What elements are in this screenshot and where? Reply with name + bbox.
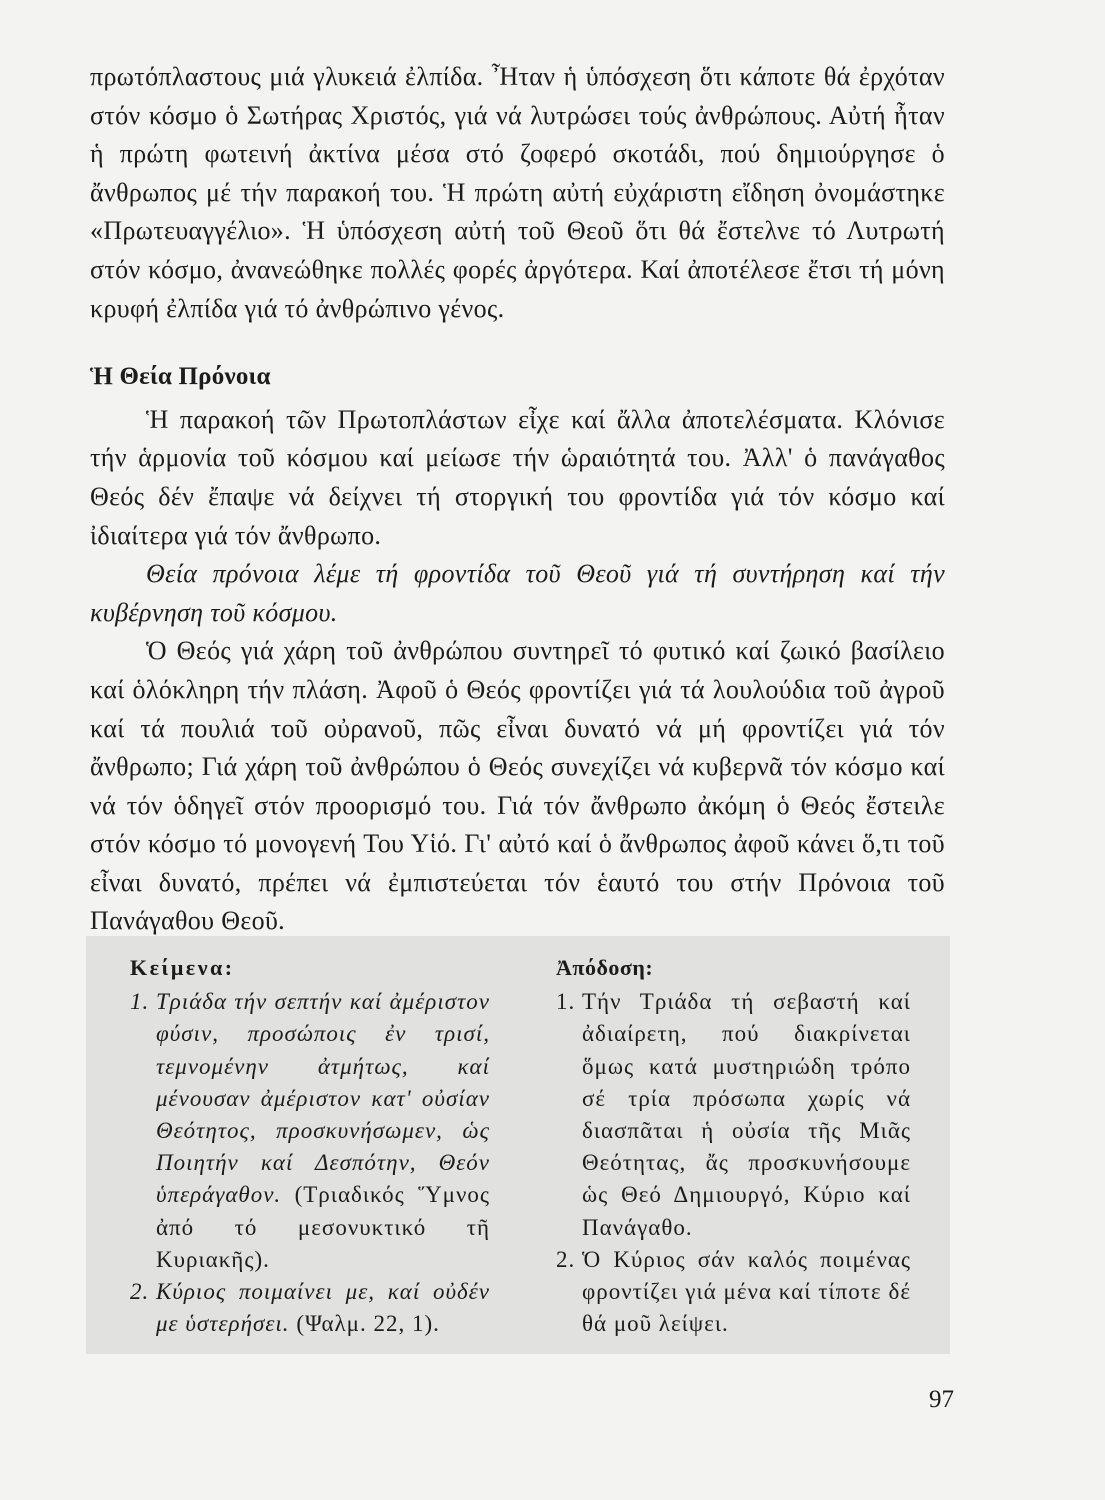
- page-number: 97: [929, 1386, 954, 1413]
- item-source: (Ψαλμ. 22, 1).: [289, 1311, 440, 1337]
- translation-title: Ἀπόδοση:: [556, 955, 654, 980]
- texts-box: [86, 936, 950, 1354]
- paragraph-1: πρωτόπλαστους μιά γλυκειά ἐλπίδα. Ἦταν ἡ ὑπόσχεση ὅτι κάποτε θά ἐρχόταν στόν κόσμο ὁ Σωτήρας Χριστός, γιά νά λυτρώσει τούς ἀνθρώπους. Αὐτή ἦταν ἡ πρώτη φωτεινή ἀκτίνα μέσα στό ζοφερό σκοτάδι, πού δημιούργησε ὁ ἄνθρωπος μέ τήν παρακοή του. Ἡ πρώτη αὐτή εὐχάριστη εἴδηση ὀνομάστηκε «Πρωτευαγγέλιο». Ἡ ὑπόσχεση αὐτή τοῦ Θεοῦ ὅτι θά ἔστελνε τό Λυτρωτή στόν κόσμο, ἀνανεώθηκε πολλές φορές ἀργότερα. Καί ἀποτέλεσε ἔτσι τή μόνη κρυφή ἐλπίδα γιά τό ἀνθρώπινο γένος.: [90, 62, 945, 323]
- definition-paragraph: Θεία πρόνοια λέμε τή φροντίδα τοῦ Θεοῦ γιά τή συντήρηση καί τήν κυβέρνηση τοῦ κόσμου.: [90, 559, 945, 627]
- item-number: 1.: [556, 989, 576, 1015]
- texts-column: [130, 952, 490, 1340]
- item-text: Τήν Τριάδα τή σεβαστή καί ἀδιαίρετη, πού διακρίνεται ὅμως κατά μυστηριώδη τρόπο σέ τρία πρόσωπα χωρίς νά διασπᾶται ἡ οὐσία τῆς Μιᾶς Θεότητας, ἄς προσκυνήσουμε ὡς Θεό Δημιουργό, Κύριο καί Πανάγαθο.: [582, 989, 911, 1240]
- translation-column: [556, 952, 911, 1340]
- item-quote: Τριάδα τήν σεπτήν καί ἀμέριστον φύσιν, προσώποις ἐν τρισί, τεμνομένην ἀτμήτως, καί μένουσαν ἀμέριστον κατ' οὐσίαν Θεότητος, προσκυνήσωμεν, ὡς Ποιητήν καί Δεσπότην, Θεόν ὑπεράγαθον.: [156, 989, 490, 1208]
- item-quote: Κύριος ποιμαίνει με, καί οὐδέν με ὑστερήσει.: [156, 1279, 490, 1337]
- translation-item: [556, 1244, 911, 1341]
- translation-item: [556, 986, 911, 1244]
- item-source: (Τριαδικός Ὕμνος ἀπό τό μεσονυκτικό τῆ Κυριακῆς).: [156, 1182, 490, 1272]
- item-text: [156, 986, 490, 1276]
- item-number: 2.: [556, 1246, 576, 1272]
- item-number: 2.: [130, 1279, 150, 1305]
- main-text: [90, 58, 945, 941]
- texts-title: Κείμενα:: [130, 955, 235, 980]
- item-number: 1.: [130, 989, 150, 1015]
- paragraph-3: Ὁ Θεός γιά χάρη τοῦ ἀνθρώπου συντηρεῖ τό φυτικό καί ζωικό βασίλειο καί ὁλόκληρη τήν πλάση. Ἀφοῦ ὁ Θεός φροντίζει γιά τά λουλούδια τοῦ ἀγροῦ καί τά πουλιά τοῦ οὐρανοῦ, πῶς εἶναι δυνατό νά μή φροντίζει γιά τόν ἄνθρωπο; Γιά χάρη τοῦ ἀνθρώπου ὁ Θεός συνεχίζει νά κυβερνᾶ τόν κόσμο καί νά τόν ὁδηγεῖ στόν προορισμό του. Γιά τόν ἄνθρωπο ἀκόμη ὁ Θεός ἔστειλε στόν κόσμο τό μονογενή Του Υἱό. Γι' αὐτό καί ὁ ἄνθρωπος ἀφοῦ κάνει ὅ,τι τοῦ εἶναι δυνατό, πρέπει νά ἐμπιστεύεται τόν ἑαυτό του στήν Πρόνοια τοῦ Πανάγαθου Θεοῦ.: [90, 636, 945, 936]
- item-text: [156, 1276, 490, 1340]
- paragraph-2: Ἡ παρακοή τῶν Πρωτοπλάστων εἶχε καί ἄλλα ἀποτελέσματα. Κλόνισε τήν ἁρμονία τοῦ κόσμου καί μείωσε τήν ὡραιότητά του. Ἀλλ' ὁ πανάγαθος Θεός δέν ἔπαψε νά δείχνει τή στοργική του φροντίδα γιά τόν κόσμο καί ἰδιαίτερα γιά τόν ἄνθρωπο.: [90, 404, 945, 550]
- text-item: [130, 986, 490, 1276]
- section-heading: Ἡ Θεία Πρόνοια: [90, 363, 271, 391]
- text-item: [130, 1276, 490, 1340]
- item-text: Ὁ Κύριος σάν καλός ποιμένας φροντίζει γιά μένα καί τίποτε δέ θά μοῦ λείψει.: [582, 1246, 911, 1337]
